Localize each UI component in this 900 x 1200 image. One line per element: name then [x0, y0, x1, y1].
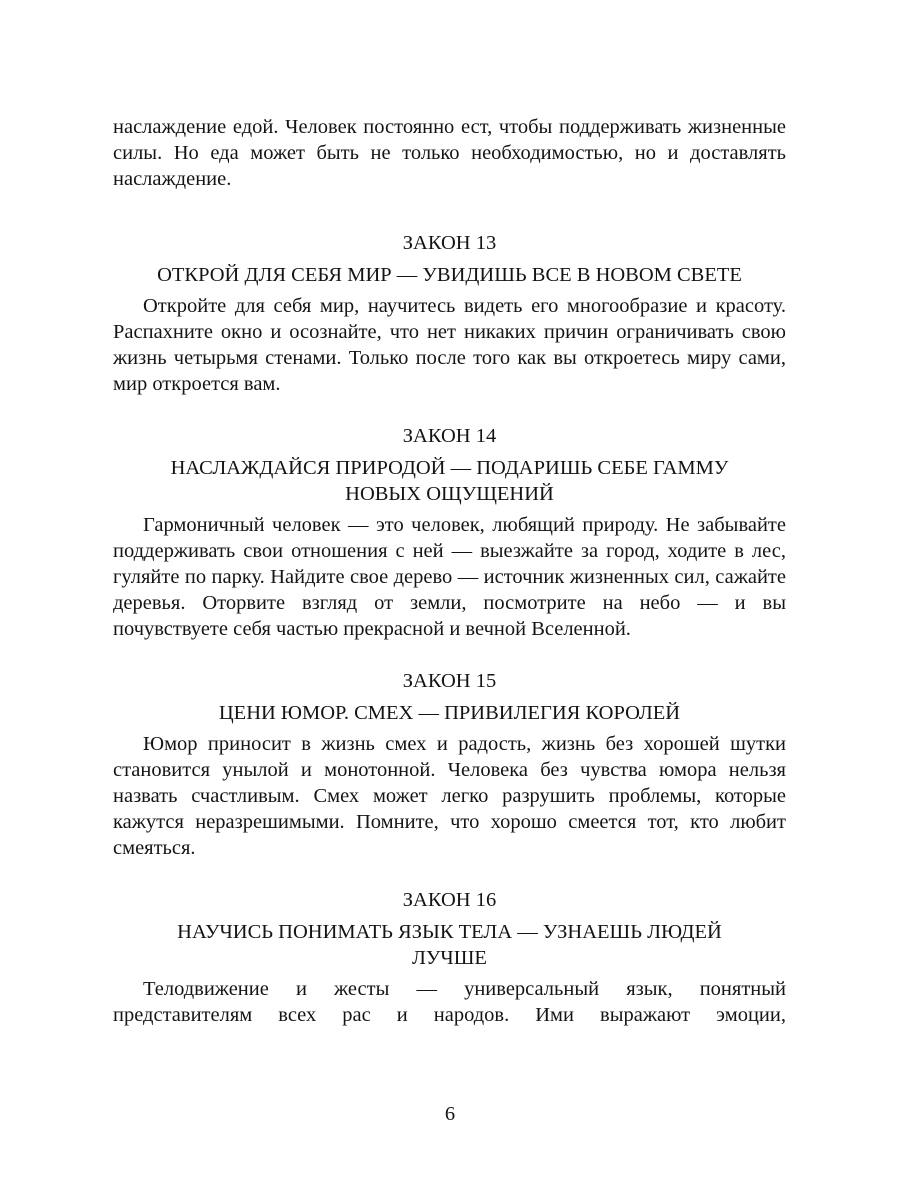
law-13-text: Откройте для себя мир, научитесь видеть его многообразие и красоту. Распахните окно и осознайте, что нет никаких причин ограничивать свою жизнь четырьмя стенами. Только после того как вы откроетесь миру сами, мир откроется вам. — [113, 295, 786, 395]
law-14-text: Гармоничный человек — это человек, любящий природу. Не забывайте поддерживать свои отношения с ней — выезжайте за город, ходите в лес, гуляйте по парку. Найдите свое дерево — источник жизненных сил, сажайте деревья. Оторвите взгляд от земли, посмотрите на небо — и вы почувствуете себя частью прекрасной и вечной Вселенной. — [113, 514, 786, 640]
law-16-title: НАУЧИСЬ ПОНИМАТЬ ЯЗЫК ТЕЛА — УЗНАЕШЬ ЛЮДЕЙ ЛУЧШЕ — [177, 921, 722, 969]
law-16-number: ЗАКОН 16 — [402, 889, 497, 911]
law-14-number: ЗАКОН 14 — [402, 425, 497, 447]
law-16-section — [113, 887, 786, 1028]
law-15-section — [113, 668, 786, 861]
law-15-number: ЗАКОН 15 — [402, 670, 497, 692]
law-16-text: Телодвижение и жесты — универсальный язык, понятный представителям всех рас и народов. Ими выражают эмоции, — [113, 978, 786, 1026]
law-14-section — [113, 423, 786, 642]
page-number: 6 — [444, 1103, 456, 1125]
page-body — [113, 114, 786, 1028]
law-15-title: ЦЕНИ ЮМОР. СМЕХ — ПРИВИЛЕГИЯ КОРОЛЕЙ — [218, 702, 681, 724]
law-13-number: ЗАКОН 13 — [402, 232, 497, 254]
intro-paragraph: наслаждение едой. Человек постоянно ест, чтобы поддерживать жизненные силы. Но еда может быть не только необходимостью, но и доставлять наслаждение. — [113, 116, 786, 190]
law-15-text: Юмор приносит в жизнь смех и радость, жизнь без хорошей шутки становится унылой и монотонной. Человека без чувства юмора нельзя назвать счастливым. Смех может легко разрушить проблемы, которые кажутся неразрешимыми. Помните, что хорошо смеется тот, кто любит смеяться. — [113, 733, 786, 859]
law-14-title: НАСЛАЖДАЙСЯ ПРИРОДОЙ — ПОДАРИШЬ СЕБЕ ГАММУ НОВЫХ ОЩУЩЕНИЙ — [170, 457, 729, 505]
law-13-section — [113, 230, 786, 397]
law-13-title: ОТКРОЙ ДЛЯ СЕБЯ МИР — УВИДИШЬ ВСЕ В НОВОМ СВЕТЕ — [157, 264, 742, 286]
